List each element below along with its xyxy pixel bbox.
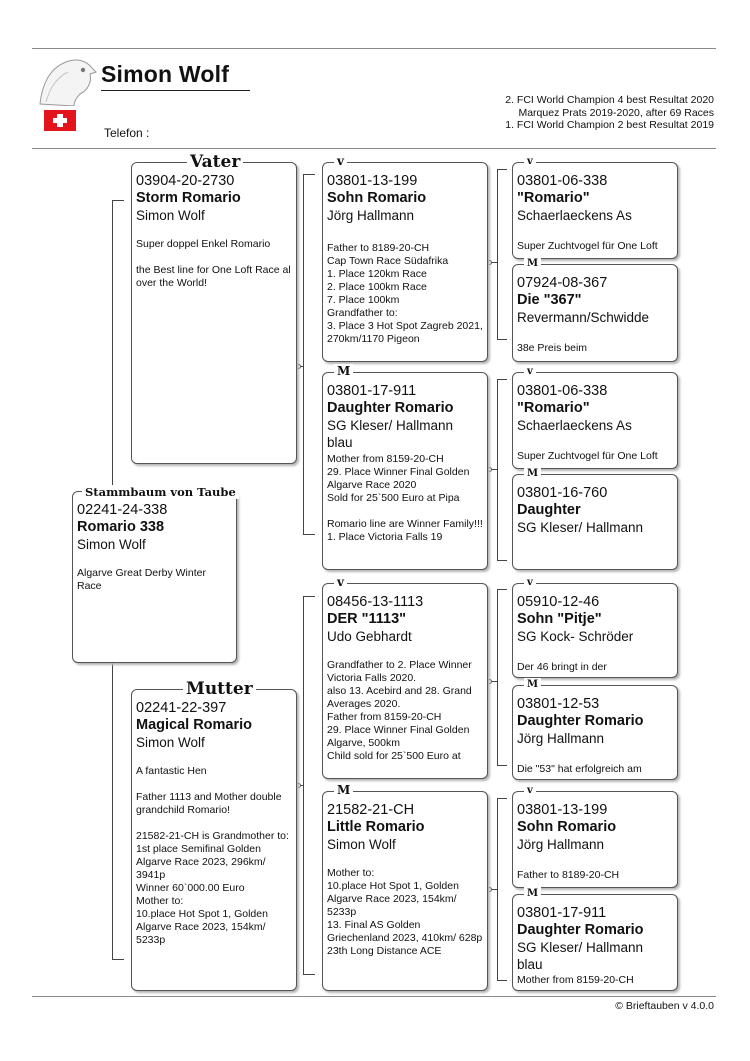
owner-results <box>505 94 714 132</box>
grandmother-paternal-card <box>322 372 488 570</box>
ring-number: 21582-21-CH <box>327 802 415 818</box>
connector <box>497 379 507 380</box>
pigeon-name: "Romario" <box>517 400 590 416</box>
pigeon-color: blau <box>517 957 543 972</box>
connector <box>497 980 507 981</box>
breeder-name: Jörg Hallmann <box>327 208 415 223</box>
pigeon-notes: Grandfather to 2. Place Winner Victoria Falls 2020. also 13. Acebird and 28. Grand Averages 2020. Father from 8159-20-CH 29. Place Winner Final Golden Algarve, 500km Child sold for 25`500 Euro at <box>327 659 472 762</box>
father-marker: v <box>524 155 536 169</box>
connector <box>497 169 507 170</box>
connector <box>112 200 113 487</box>
mother-title: Mutter <box>183 681 256 698</box>
pigeon-name: Daughter Romario <box>517 922 644 938</box>
header-divider <box>32 148 716 149</box>
connector <box>112 662 113 959</box>
breeder-name: Jörg Hallmann <box>517 731 605 746</box>
grandfather-maternal-card <box>322 583 488 779</box>
connector <box>497 798 507 799</box>
copyright: © Brieftauben v 4.0.0 <box>615 1000 714 1012</box>
connector <box>303 974 315 975</box>
mother-marker: M <box>524 887 541 901</box>
breeder-name: Schaerlaeckens As <box>517 208 632 223</box>
connector <box>303 174 315 175</box>
connector <box>303 534 315 535</box>
pigeon-head-icon <box>36 54 98 106</box>
pigeon-name: Die "367" <box>517 292 582 308</box>
pigeon-color: blau <box>327 435 353 450</box>
connector <box>303 174 304 534</box>
pigeon-name: Daughter <box>517 502 581 518</box>
pigeon-notes: A fantastic Hen Father 1113 and Mother double grandchild Romario! 21582-21-CH is Grandmother to: 1st place Semifinal Golden Algarve Race 2023, 296km/ 3941p Winner 60`000.00 Euro Mother to: 10.place Hot Spot 1, Golden Algarve Race 2023, 154km/ 5233p <box>136 765 289 946</box>
connector <box>497 765 507 766</box>
swiss-flag-icon <box>44 110 76 131</box>
connector <box>497 589 507 590</box>
pigeon-notes: Super Zuchtvogel für One Loft <box>517 450 658 462</box>
telefon-label: Telefon : <box>104 126 150 140</box>
mother-card <box>131 689 297 991</box>
great-grandparent-card <box>512 583 678 678</box>
great-grandparent-card <box>512 894 678 991</box>
ring-number: 02241-22-397 <box>136 700 227 716</box>
great-grandparent-card <box>512 162 678 259</box>
grandmother-maternal-card <box>322 791 488 991</box>
pigeon-name: Daughter Romario <box>517 713 644 729</box>
pigeon-name: Sohn "Pitje" <box>517 611 602 627</box>
great-grandparent-card <box>512 372 678 469</box>
breeder-name: Simon Wolf <box>136 735 205 750</box>
result-line: Marquez Prats 2019-2020, after 69 Races <box>518 106 714 119</box>
mother-marker: M <box>524 467 541 481</box>
pedigree-main-card <box>72 491 237 663</box>
connector <box>303 596 315 597</box>
mother-marker: M <box>524 257 541 271</box>
mother-marker: M <box>334 364 353 378</box>
pigeon-notes: Super doppel Enkel Romario the Best line for One Loft Race al over the World! <box>136 238 291 289</box>
ring-number: 03801-17-911 <box>517 905 607 921</box>
pigeon-notes: Mother to: 10.place Hot Spot 1, Golden Algarve Race 2023, 154km/ 5233p 13. Final AS Golden Griechenland 2023, 410km/ 628p 23th Long Distance ACE <box>327 867 483 957</box>
ring-number: 03801-16-760 <box>517 485 608 501</box>
pigeon-name: Storm Romario <box>136 190 241 206</box>
breeder-name: SG Kleser/ Hallmann <box>517 520 644 535</box>
ring-number: 07924-08-367 <box>517 275 608 291</box>
pigeon-notes: 38e Preis beim <box>517 342 588 354</box>
mother-marker: M <box>524 678 541 692</box>
breeder-name: Udo Gebhardt <box>327 629 412 644</box>
father-card <box>131 162 297 464</box>
result-line: 1. FCI World Champion 2 best Resultat 2019 <box>505 119 714 131</box>
connector <box>497 589 498 765</box>
great-grandparent-card <box>512 264 678 362</box>
breeder-name: Revermann/Schwidde <box>517 310 650 325</box>
top-divider <box>32 48 716 49</box>
pigeon-name: Daughter Romario <box>327 400 454 416</box>
great-grandparent-card <box>512 791 678 888</box>
ring-number: 05910-12-46 <box>517 594 600 610</box>
father-title: Vater <box>187 154 243 171</box>
breeder-name: Simon Wolf <box>136 208 205 223</box>
pedigree-title: Stammbaum von Taube <box>82 485 239 499</box>
breeder-name: SG Kleser/ Hallmann <box>327 418 454 433</box>
great-grandparent-card <box>512 685 678 780</box>
breeder-name: Jörg Hallmann <box>517 837 605 852</box>
ring-number: 03801-13-199 <box>517 802 608 818</box>
ring-number: 03801-17-911 <box>327 383 417 399</box>
father-marker: v <box>524 784 536 798</box>
pigeon-name: Magical Romario <box>136 717 253 733</box>
pigeon-notes: Mother from 8159-20-CH 29. Place Winner Final Golden Algarve Race 2020 Sold for 25`500 Euro at Pipa Romario line are Winner Family!!! 1. Place Victoria Falls 19 <box>327 453 483 543</box>
ring-number: 02241-24-338 <box>77 502 168 518</box>
pigeon-notes: Father to 8189-20-CH <box>517 869 620 881</box>
father-marker: v <box>524 576 536 590</box>
ring-number: 03801-06-338 <box>517 173 608 189</box>
grandfather-paternal-card <box>322 162 488 362</box>
pigeon-name: "Romario" <box>517 190 590 206</box>
footer-divider <box>32 996 716 997</box>
pigeon-notes: Mother from 8159-20-CH <box>517 974 634 986</box>
father-marker: v <box>524 365 536 379</box>
breeder-name: Schaerlaeckens As <box>517 418 632 433</box>
ring-number: 03904-20-2730 <box>136 173 235 189</box>
pigeon-notes: Die "53" hat erfolgreich am <box>517 763 642 775</box>
pigeon-notes: Der 46 bringt in der <box>517 661 607 673</box>
owner-name: Simon Wolf <box>101 61 230 87</box>
pigeon-notes: Father to 8189-20-CH Cap Town Race Südafrika 1. Place 120km Race 2. Place 100km Race 7. Place 100km Grandfather to: 3. Place 3 Hot Spot Zagreb 2021, 270km/1170 Pigeon <box>327 242 483 345</box>
great-grandparent-card <box>512 474 678 570</box>
breeder-name: SG Kock- Schröder <box>517 629 634 644</box>
pigeon-name: Sohn Romario <box>517 819 617 835</box>
father-marker: v <box>334 154 347 168</box>
ring-number: 03801-06-338 <box>517 383 608 399</box>
connector <box>112 959 124 960</box>
pigeon-notes: Super Zuchtvogel für One Loft <box>517 240 658 252</box>
owner-name-underline <box>101 90 250 91</box>
pigeon-name: Romario 338 <box>77 519 165 535</box>
connector <box>497 339 507 340</box>
ring-number: 03801-13-199 <box>327 173 418 189</box>
pigeon-notes: Algarve Great Derby Winter Race <box>77 567 206 592</box>
breeder-name: Simon Wolf <box>77 537 146 552</box>
connector <box>497 169 498 339</box>
pigeon-name: Sohn Romario <box>327 190 427 206</box>
ring-number: 03801-12-53 <box>517 696 600 712</box>
connector <box>497 560 507 561</box>
connector <box>112 200 124 201</box>
ring-number: 08456-13-1113 <box>327 594 424 610</box>
result-line: 2. FCI World Champion 4 best Resultat 2020 <box>505 94 714 106</box>
pigeon-name: DER "1113" <box>327 611 407 627</box>
breeder-name: SG Kleser/ Hallmann <box>517 940 644 955</box>
breeder-name: Simon Wolf <box>327 837 396 852</box>
mother-marker: M <box>334 783 353 797</box>
father-marker: v <box>334 575 347 589</box>
pigeon-name: Little Romario <box>327 819 425 835</box>
